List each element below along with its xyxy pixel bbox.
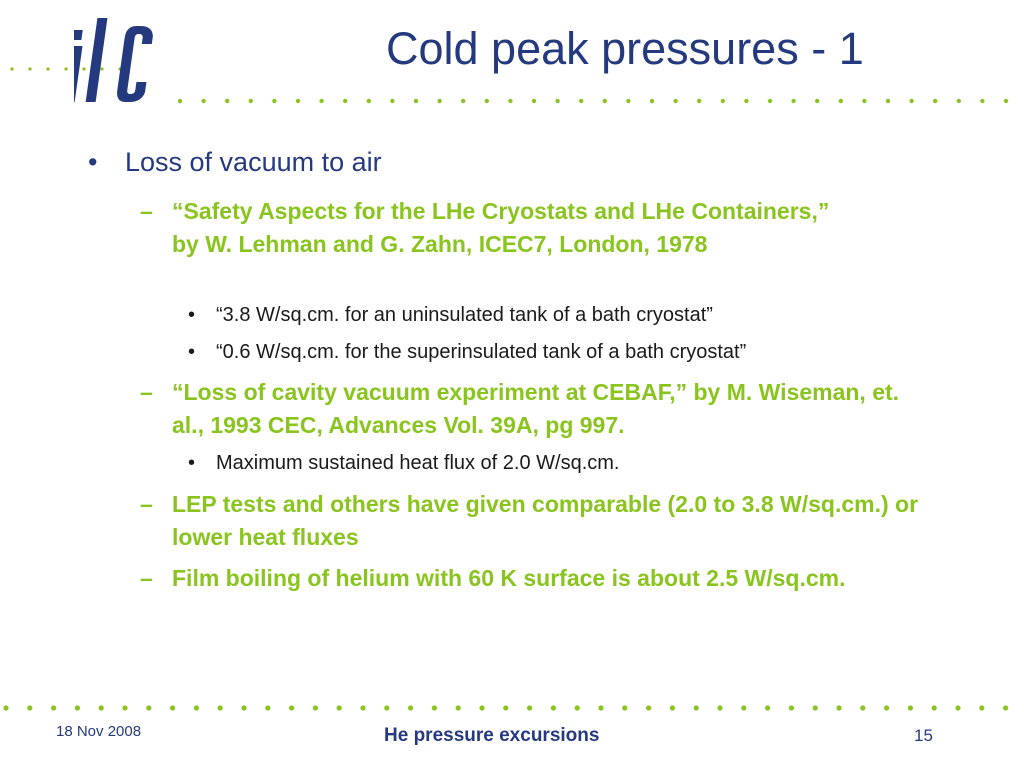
- divider-dot: [479, 705, 484, 710]
- sub-item-text: “Loss of cavity vacuum experiment at CEBAF,” by M. Wiseman, et. al., 1993 CEC, Advances Vol. 39A, pg 997.: [172, 379, 900, 438]
- divider-dot: [27, 705, 32, 710]
- divider-dot: [170, 705, 175, 710]
- divider-dot: [909, 99, 913, 103]
- divider-dot: [390, 99, 394, 103]
- divider-dot: [598, 705, 603, 710]
- bullet-symbol: •: [188, 452, 196, 474]
- divider-dot: [146, 705, 151, 710]
- divider-dot: [51, 705, 56, 710]
- divider-dot: [646, 705, 651, 710]
- divider-dot: [456, 705, 461, 710]
- divider-dot: [670, 705, 675, 710]
- divider-dot: [265, 705, 270, 710]
- divider-dot: [503, 705, 508, 710]
- divider-dot: [603, 99, 607, 103]
- divider-dot: [955, 705, 960, 710]
- divider-dot: [249, 99, 253, 103]
- divider-dot: [122, 705, 127, 710]
- divider-dot: [791, 99, 795, 103]
- divider-dot: [218, 705, 223, 710]
- divider-dot: [884, 705, 889, 710]
- divider-dot: [836, 705, 841, 710]
- detail-text: “3.8 W/sq.cm. for an uninsulated tank of a bath cryostat”: [216, 304, 713, 326]
- divider-dot: [717, 705, 722, 710]
- divider-dot: [979, 705, 984, 710]
- divider-dot: [313, 705, 318, 710]
- footer-title: He pressure excursions: [384, 725, 600, 746]
- divider-dot: [337, 705, 342, 710]
- footer-date: 18 Nov 2008: [56, 723, 142, 740]
- divider-dot: [575, 705, 580, 710]
- divider-dot: [360, 705, 365, 710]
- title-dotted-divider: [176, 97, 1016, 105]
- divider-dot: [272, 99, 276, 103]
- detail-text: Maximum sustained heat flux of 2.0 W/sq.cm.: [216, 452, 620, 474]
- divider-dot: [622, 705, 627, 710]
- divider-dot: [532, 99, 536, 103]
- divider-dot: [1004, 99, 1008, 103]
- divider-dot: [551, 705, 556, 710]
- divider-dot: [980, 99, 984, 103]
- divider-dot: [508, 99, 512, 103]
- divider-dot: [908, 705, 913, 710]
- bullet-text: Loss of vacuum to air: [125, 147, 382, 177]
- bullet-symbol: •: [188, 304, 196, 326]
- divider-dot: [99, 705, 104, 710]
- divider-dot: [694, 705, 699, 710]
- divider-dot: [384, 705, 389, 710]
- divider-dot: [860, 705, 865, 710]
- divider-dot: [886, 99, 890, 103]
- page-number: 15: [914, 726, 933, 745]
- dash-symbol: –: [140, 379, 153, 405]
- slide-title: Cold peak pressures - 1: [386, 23, 864, 74]
- divider-dot: [768, 99, 772, 103]
- bullet-symbol: •: [88, 147, 98, 177]
- divider-dot: [862, 99, 866, 103]
- divider-dot: [75, 705, 80, 710]
- sub-item-text: “Safety Aspects for the LHe Cryostats and LHe Containers,” by W. Lehman and G. Zahn, ICEC7, London, 1978: [172, 198, 830, 257]
- divider-dot: [485, 99, 489, 103]
- dash-symbol: –: [140, 198, 153, 224]
- divider-dot: [194, 705, 199, 710]
- divider-dot: [3, 705, 8, 710]
- divider-dot: [437, 99, 441, 103]
- divider-dot: [289, 705, 294, 710]
- divider-dot: [432, 705, 437, 710]
- divider-dot: [839, 99, 843, 103]
- divider-dot: [414, 99, 418, 103]
- divider-dot: [579, 99, 583, 103]
- divider-dot: [765, 705, 770, 710]
- divider-dot: [296, 99, 300, 103]
- divider-dot: [343, 99, 347, 103]
- divider-dot: [957, 99, 961, 103]
- divider-dot: [815, 99, 819, 103]
- divider-dot: [319, 99, 323, 103]
- divider-dot: [367, 99, 371, 103]
- divider-dot: [744, 99, 748, 103]
- dash-symbol: –: [140, 565, 153, 591]
- divider-dot: [1003, 705, 1008, 710]
- divider-dot: [527, 705, 532, 710]
- divider-dot: [201, 99, 205, 103]
- divider-dot: [673, 99, 677, 103]
- divider-dot: [225, 99, 229, 103]
- divider-dot: [178, 99, 182, 103]
- dash-symbol: –: [140, 491, 153, 517]
- footer-dotted-divider: [0, 703, 1024, 713]
- sub-item-text: Film boiling of helium with 60 K surface is about 2.5 W/sq.cm.: [172, 565, 846, 591]
- detail-text: “0.6 W/sq.cm. for the superinsulated tank of a bath cryostat”: [216, 341, 747, 363]
- divider-dot: [813, 705, 818, 710]
- divider-dot: [650, 99, 654, 103]
- divider-dot: [408, 705, 413, 710]
- divider-dot: [789, 705, 794, 710]
- sub-item-text: LEP tests and others have given comparable (2.0 to 3.8 W/sq.cm.) or lower heat fluxes: [172, 491, 919, 550]
- divider-dot: [932, 705, 937, 710]
- ilc-logo: [74, 14, 154, 106]
- divider-dot: [697, 99, 701, 103]
- divider-dot: [721, 99, 725, 103]
- divider-dot: [933, 99, 937, 103]
- bullet-symbol: •: [188, 341, 196, 363]
- divider-dot: [555, 99, 559, 103]
- divider-dot: [626, 99, 630, 103]
- divider-dot: [741, 705, 746, 710]
- divider-dot: [241, 705, 246, 710]
- divider-dot: [461, 99, 465, 103]
